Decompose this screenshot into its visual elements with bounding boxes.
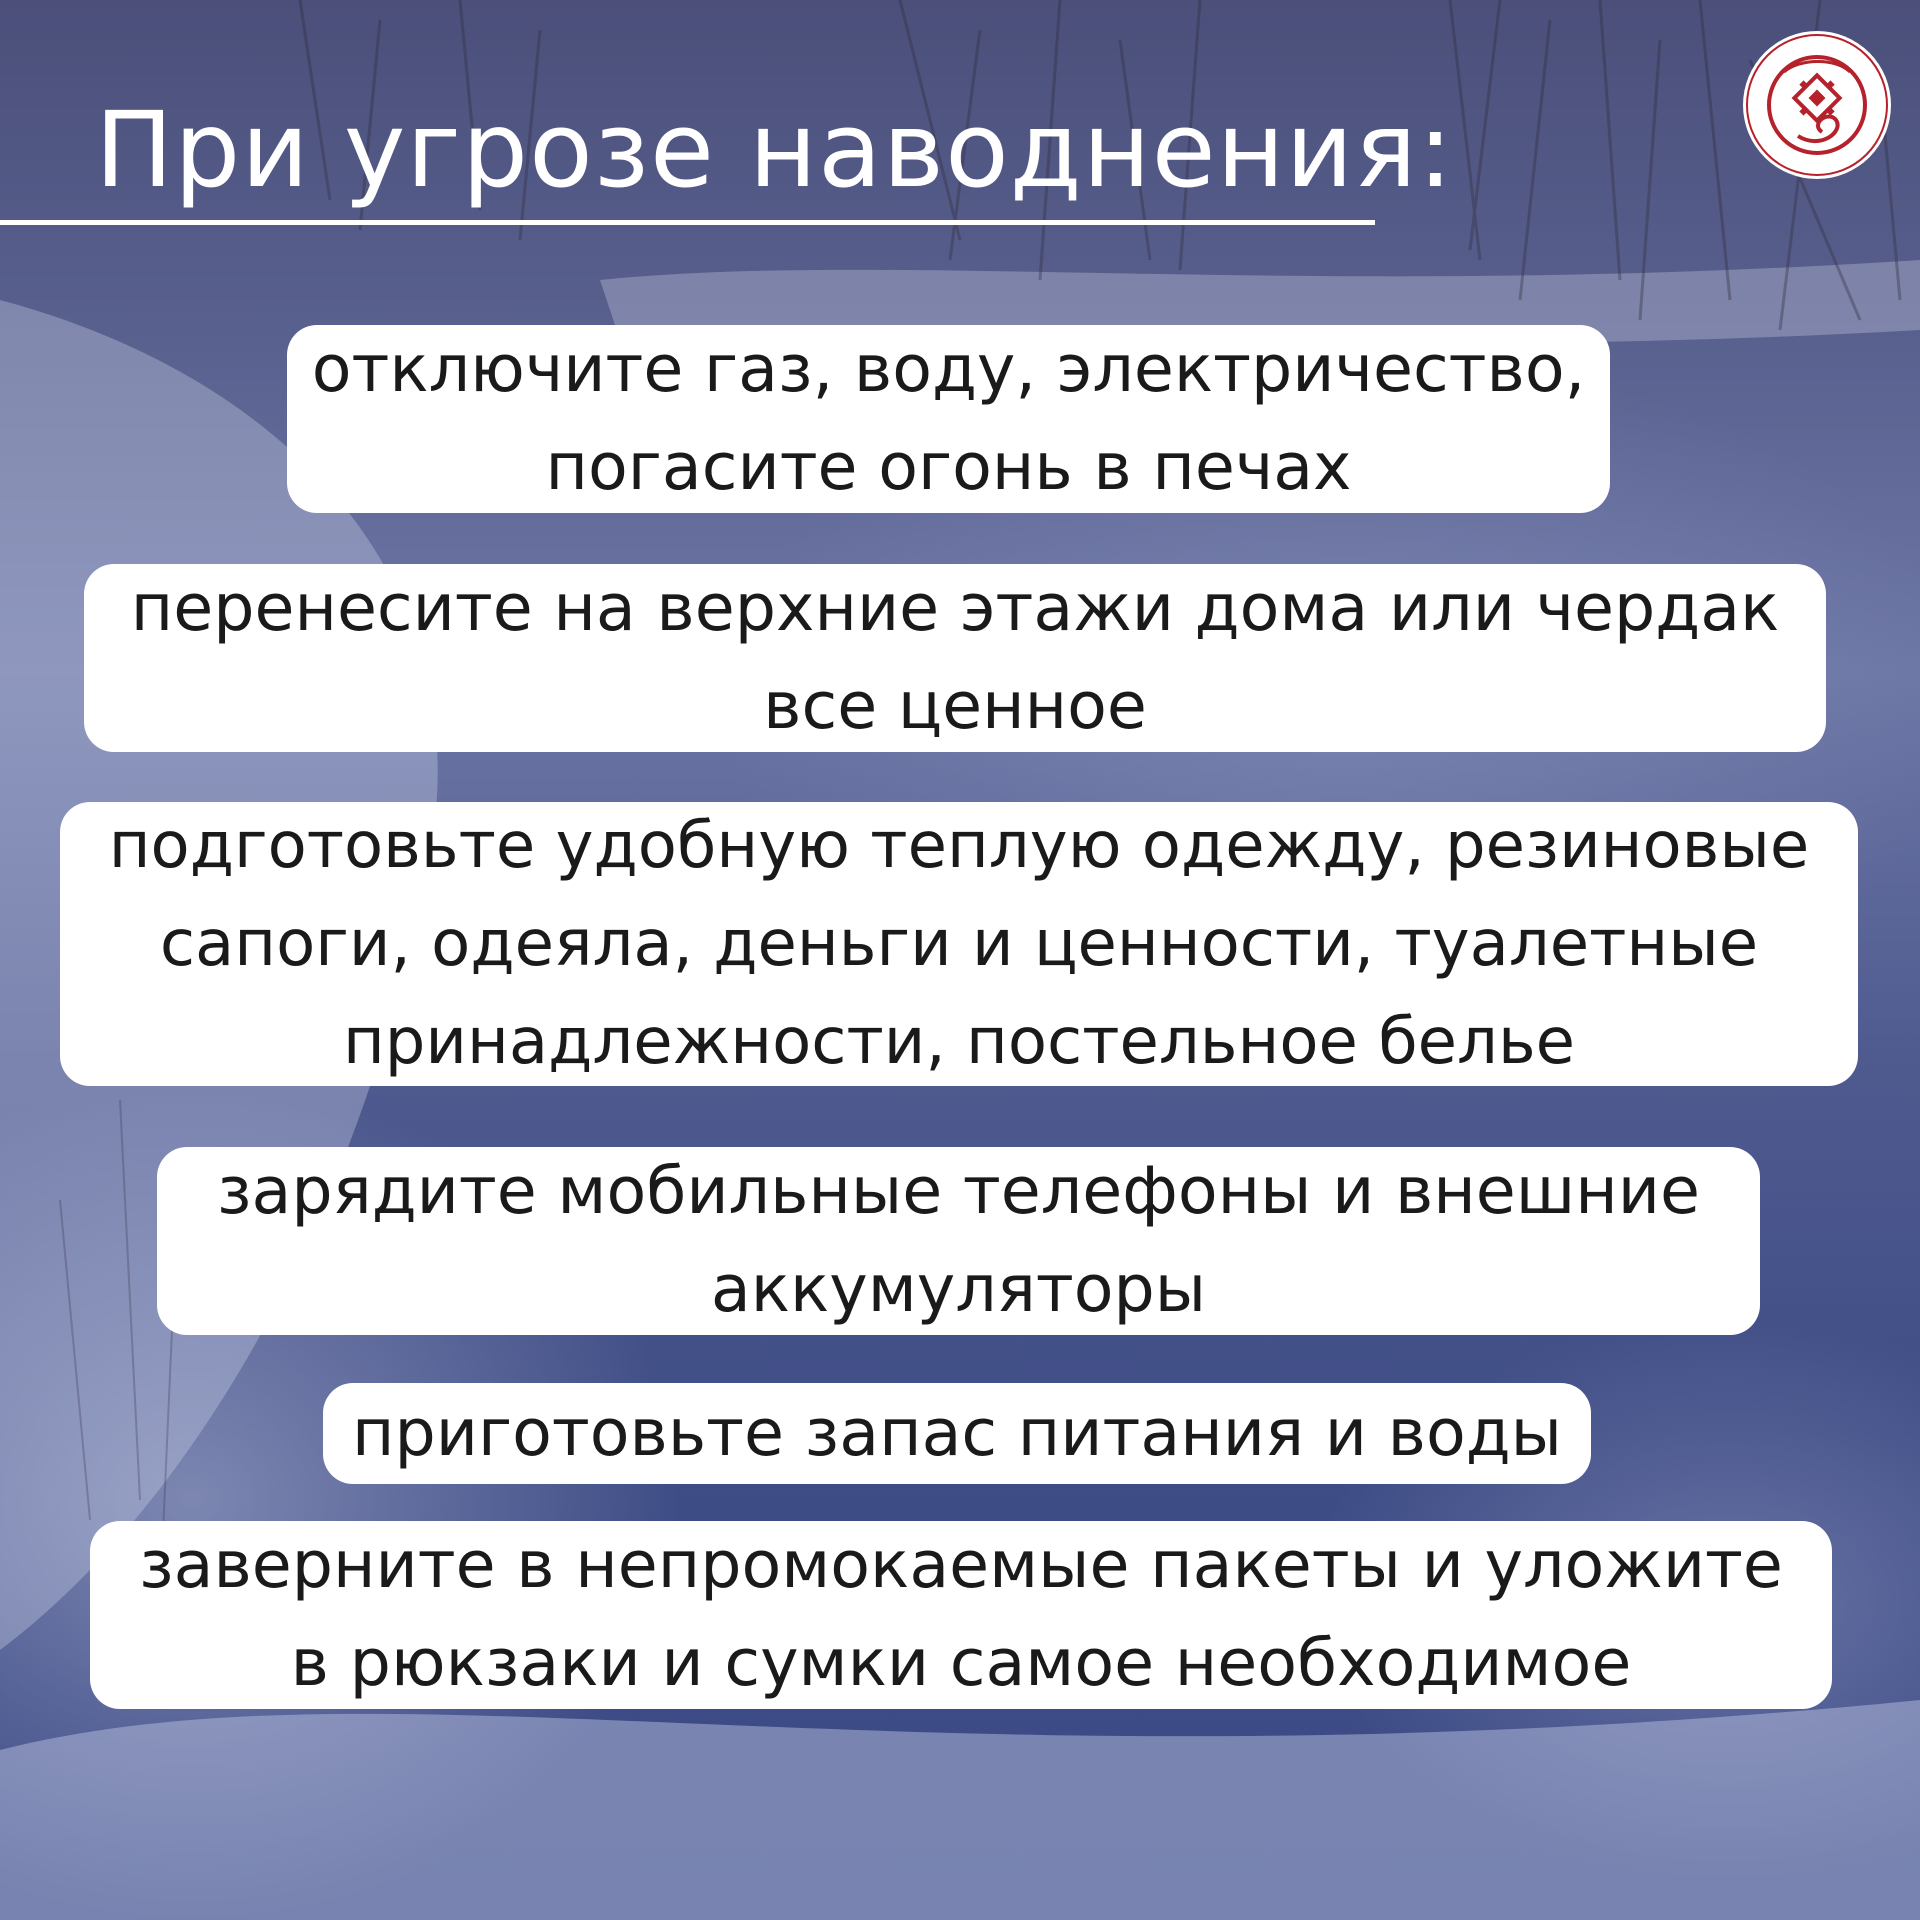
instruction-card-1: [287, 325, 1610, 513]
instruction-card-2: [84, 564, 1826, 752]
instruction-card-6: [90, 1521, 1832, 1709]
instruction-card-3: [60, 802, 1858, 1086]
instruction-text-4: зарядите мобильные телефоны и внешние аккумуляторы: [216, 1154, 1701, 1327]
instruction-card-5: [323, 1383, 1591, 1484]
instruction-text-6: заверните в непромокаемые пакеты и уложите в рюкзаки и сумки самое необходимое: [139, 1528, 1783, 1701]
instruction-text-3: подготовьте удобную теплую одежду, резиновые сапоги, одеяла, деньги и ценности, туалетные принадлежности, постельное белье: [108, 809, 1810, 1079]
title-underline: [0, 220, 1375, 225]
ministry-emblem-logo: [1740, 28, 1894, 182]
page-title: При угрозе наводнения:: [95, 89, 1454, 211]
instruction-card-4: [157, 1147, 1760, 1335]
instruction-text-5: приготовьте запас питания и воды: [352, 1395, 1562, 1471]
instruction-text-1: отключите газ, воду, электричество, погасите огонь в печах: [311, 332, 1586, 505]
instruction-text-2: перенесите на верхние этажи дома или чердак все ценное: [130, 571, 1780, 744]
